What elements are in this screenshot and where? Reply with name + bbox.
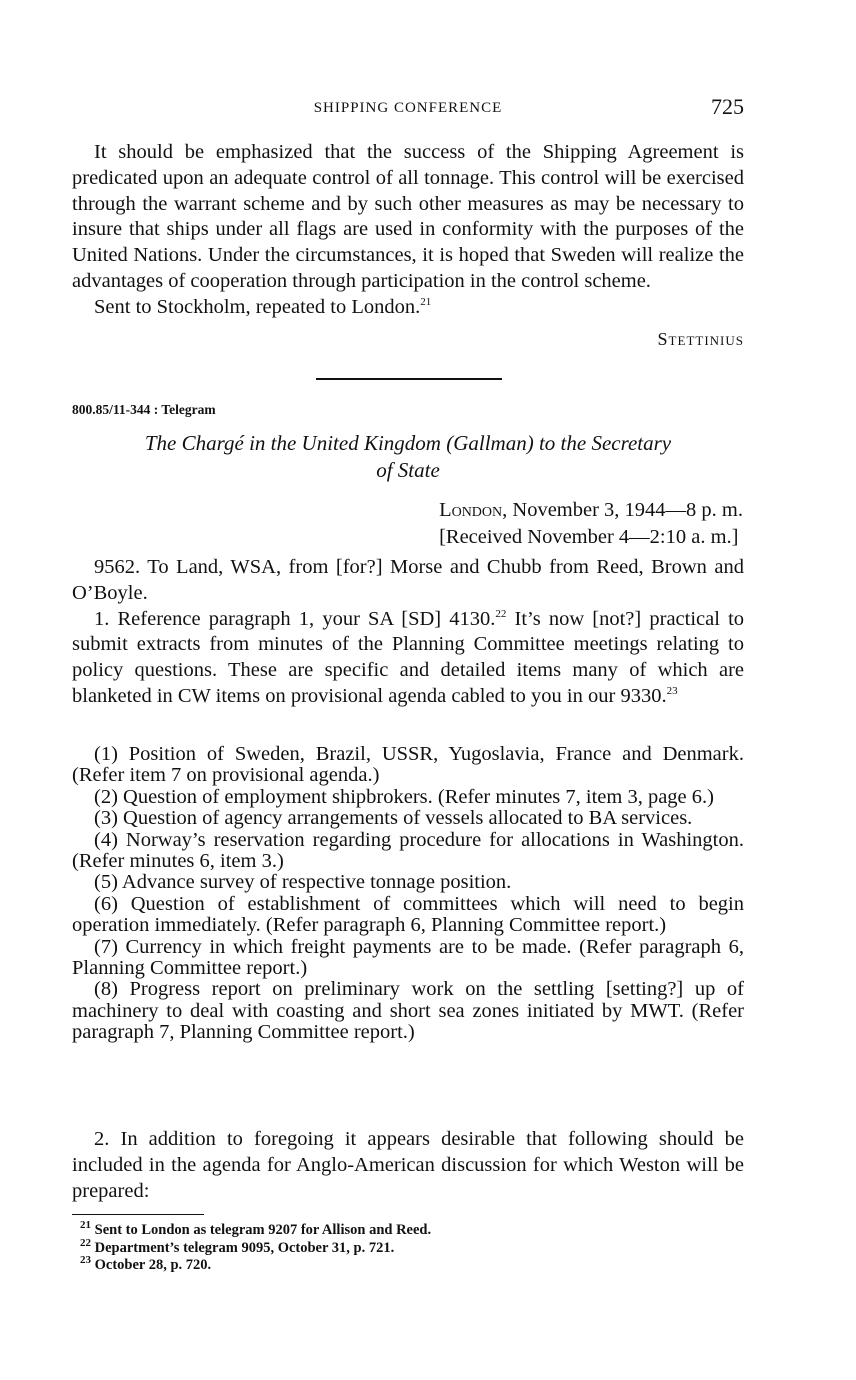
paragraph-2: 2. In addition to foregoing it appears desirable that following should be included in the agenda for Anglo-American discussion for which Weston will be prepared: <box>72 1128 744 1202</box>
page-number: 725 <box>711 94 744 119</box>
running-head: SHIPPING CONFERENCE <box>313 100 503 116</box>
footnote-text: Sent to London as telegram 9207 for Allison and Reed. <box>91 1222 432 1238</box>
date-line <box>439 497 743 524</box>
received-line: [Received November 4—2:10 a. m.] <box>439 526 739 548</box>
footnote-ref: 23 <box>666 685 678 698</box>
place: London <box>439 499 503 521</box>
list-item: (2) Question of employment shipbrokers. (Refer minutes 7, item 3, page 6.) <box>94 785 714 808</box>
closing-paragraph: It should be emphasized that the success of the Shipping Agreement is predicated upon an adequate control of all tonnage. This control will be exercised through the warrant scheme and by such other measures as may be necessary to insure that ships under all flags are used in conformity with the purposes of the United Nations. Under the circumstances, it is hoped that Sweden will realize the advantages of cooperation through participation in the control scheme. <box>72 141 744 292</box>
opening-paragraph: 9562. To Land, WSA, from [for?] Morse and Chubb from Reed, Brown and O’Boyle. <box>72 556 744 604</box>
footnote <box>80 1254 431 1275</box>
paragraph-1 <box>72 607 744 710</box>
footnote <box>80 1236 431 1258</box>
paragraph-2-block <box>72 1127 744 1204</box>
section-divider <box>316 378 502 380</box>
list-item: (5) Advance survey of respective tonnage position. <box>94 871 512 894</box>
footnote-text: Department’s telegram 9095, October 31, p. 721. <box>91 1239 395 1256</box>
dateline <box>439 497 743 551</box>
agenda-items-list <box>72 744 744 1044</box>
footnote-number: 22 <box>80 1236 91 1249</box>
footnote-ref: 21 <box>420 295 432 308</box>
footnote-text: October 28, p. 720. <box>91 1257 212 1273</box>
sent-line <box>72 295 744 321</box>
signature: Stettinius <box>657 328 744 349</box>
footnotes <box>80 1219 432 1275</box>
file-reference: 800.85/11-344 : Telegram <box>72 402 216 417</box>
document-title <box>72 430 744 484</box>
footnote <box>80 1219 432 1240</box>
footnote-divider <box>72 1214 204 1215</box>
footnote-number: 21 <box>80 1219 91 1232</box>
page-header <box>72 94 744 124</box>
list-item: (1) Position of Sweden, Brazil, USSR, Yugoslavia, France and Denmark. (Refer item 7 on provisional agenda.) <box>72 743 744 787</box>
list-item: (7) Currency in which freight payments are to be made. (Refer paragraph 6, Planning Committee report.) <box>72 935 744 980</box>
paragraph-1-rest: It’s now [not?] practical to submit extracts from minutes of the Planning Committee meetings relating to policy questions. These are specific and detailed items many of which are blanketed in CW items on provisional agenda cabled to you in our 9330. <box>72 607 745 707</box>
telegram-body <box>72 555 744 710</box>
list-item: (8) Progress report on preliminary work on the settling [setting?] up of machinery to deal with coasting and short sea zones initiated by MWT. (Refer paragraph 7, Planning Committee report.) <box>72 978 744 1044</box>
date: , November 3, 1944—8 p. m. <box>502 499 743 521</box>
paragraph-1-start: 1. Reference paragraph 1, your SA [SD] 4130. <box>94 607 496 630</box>
sent-line-text: Sent to Stockholm, repeated to London. <box>94 295 421 318</box>
footnote-number: 23 <box>80 1254 91 1267</box>
previous-telegram-closing <box>72 140 744 352</box>
list-item: (3) Question of agency arrangements of vessels allocated to BA services. <box>94 807 693 830</box>
title-line: The Chargé in the United Kingdom (Gallman) to the Secretary <box>144 431 672 455</box>
footnote-ref: 22 <box>495 607 507 620</box>
list-item: (4) Norway’s reservation regarding procedure for allocations in Washington. (Refer minutes 6, item 3.) <box>72 828 744 873</box>
list-item: (6) Question of establishment of committees which will need to begin operation immediately. (Refer paragraph 6, Planning Committee report.) <box>72 892 744 937</box>
title-line: of State <box>376 458 440 482</box>
